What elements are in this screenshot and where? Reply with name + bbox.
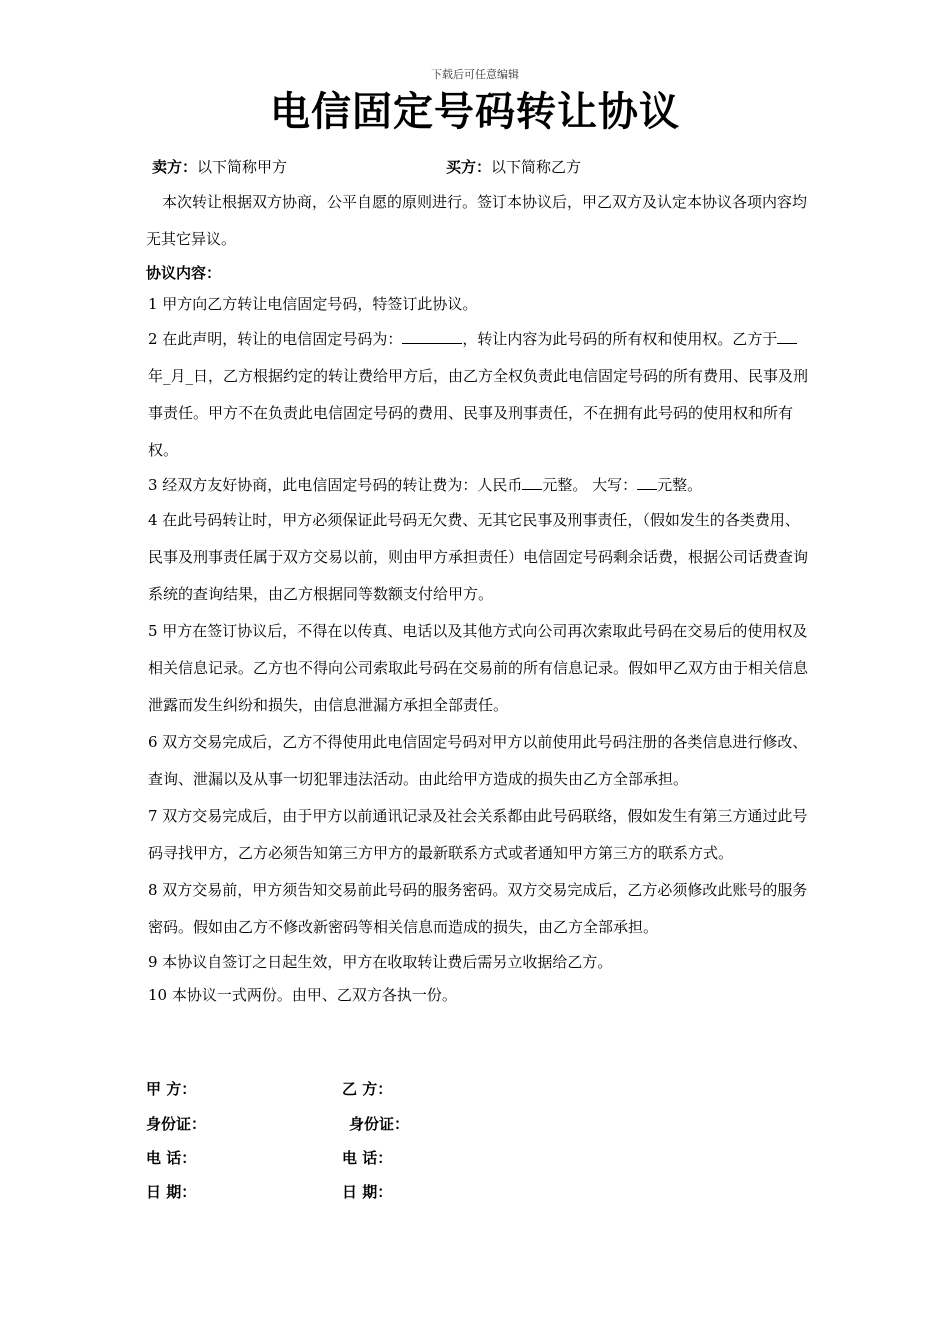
content-heading: 协议内容： [146, 264, 222, 282]
phone-number-blank [402, 343, 462, 344]
clause-4: 4 在此号码转让时，甲方必须保证此号码无欠费、无其它民事及刑事责任，（假如发生的各类费用、民事及刑事责任属于双方交易以前，则由甲方承担责任）电信固定号码剩余话费，根据公司话费查询系统的查询结果，由乙方根据同等数额支付给甲方。 [148, 511, 809, 603]
clause-2-part-a: 2 在此声明，转让的电信固定号码为： [148, 330, 403, 348]
clause-1: 1 甲方向乙方转让电信固定号码，特签订此协议。 [148, 295, 478, 313]
date-a-label: 日 期： [146, 1183, 197, 1201]
clause-2-part-b: ，转让内容为此号码的所有权和使用权。乙方于 [462, 330, 778, 348]
seller-label: 卖方： [152, 158, 198, 176]
phone-a-label: 电 话： [146, 1149, 197, 1167]
seller-text: 以下简称甲方 [197, 158, 288, 176]
seller-field [152, 156, 287, 177]
clause-2-part-c: 年_月_日，乙方根据约定的转让费给甲方后，由乙方全权负责此电信固定号码的所有费用、民事及刑事责任。甲方不在负责此电信固定号码的费用、民事及刑事责任，不在拥有此号码的使用权和所有权。 [148, 367, 809, 459]
date-b-label: 日 期： [342, 1183, 393, 1201]
clause-3-part-a: 3 经双方友好协商，此电信固定号码的转让费为：人民币 [148, 476, 523, 494]
document-title: 电信固定号码转让协议 [270, 89, 680, 135]
fee-amount-blank [522, 489, 542, 490]
party-a-label: 甲 方： [146, 1080, 197, 1098]
fee-words-blank [637, 489, 657, 490]
id-b-label: 身份证： [349, 1115, 410, 1133]
clause-7: 7 双方交易完成后，由于甲方以前通讯记录及社会关系都由此号码联络，假如发生有第三方通过此号码寻找甲方，乙方必须告知第三方甲方的最新联系方式或者通知甲方第三方的联系方式。 [148, 807, 808, 862]
year-blank [777, 343, 797, 344]
clause-2 [146, 321, 808, 469]
buyer-text: 以下简称乙方 [491, 158, 582, 176]
clause-8: 8 双方交易前，甲方须告知交易前此号码的服务密码。双方交易完成后，乙方必须修改此账号的服务密码。假如由乙方不修改新密码等相关信息而造成的损失，由乙方全部承担。 [148, 881, 808, 936]
clause-6: 6 双方交易完成后，乙方不得使用此电信固定号码对甲方以前使用此号码注册的各类信息进行修改、查询、泄漏以及从事一切犯罪违法活动。由此给甲方造成的损失由乙方全部承担。 [148, 733, 808, 788]
clause-3-part-c: 元整。 [657, 476, 703, 494]
clause-9: 9 本协议自签订之日起生效，甲方在收取转让费后需另立收据给乙方。 [148, 953, 613, 971]
clause-10: 10 本协议一式两份。由甲、乙双方各执一份。 [148, 986, 457, 1004]
phone-b-label: 电 话： [342, 1149, 393, 1167]
buyer-field [446, 156, 581, 177]
party-b-label: 乙 方： [342, 1080, 393, 1098]
clause-3 [146, 469, 808, 502]
id-a-label: 身份证： [146, 1115, 207, 1133]
agreement-body [146, 184, 808, 1012]
header-note: 下载后可任意编辑 [431, 68, 519, 81]
buyer-label: 买方： [446, 158, 492, 176]
clause-3-part-b: 元整。 大写： [542, 476, 638, 494]
clause-5: 5 甲方在签订协议后，不得在以传真、电话以及其他方式向公司再次索取此号码在交易后的使用权及相关信息记录。乙方也不得向公司索取此号码在交易前的所有信息记录。假如甲乙双方由于相关信息泄露而发生纠纷和损失，由信息泄漏方承担全部责任。 [148, 622, 809, 714]
intro-paragraph: 本次转让根据双方协商，公平自愿的原则进行。签订本协议后，甲乙双方及认定本协议各项内容均无其它异议。 [146, 193, 808, 248]
